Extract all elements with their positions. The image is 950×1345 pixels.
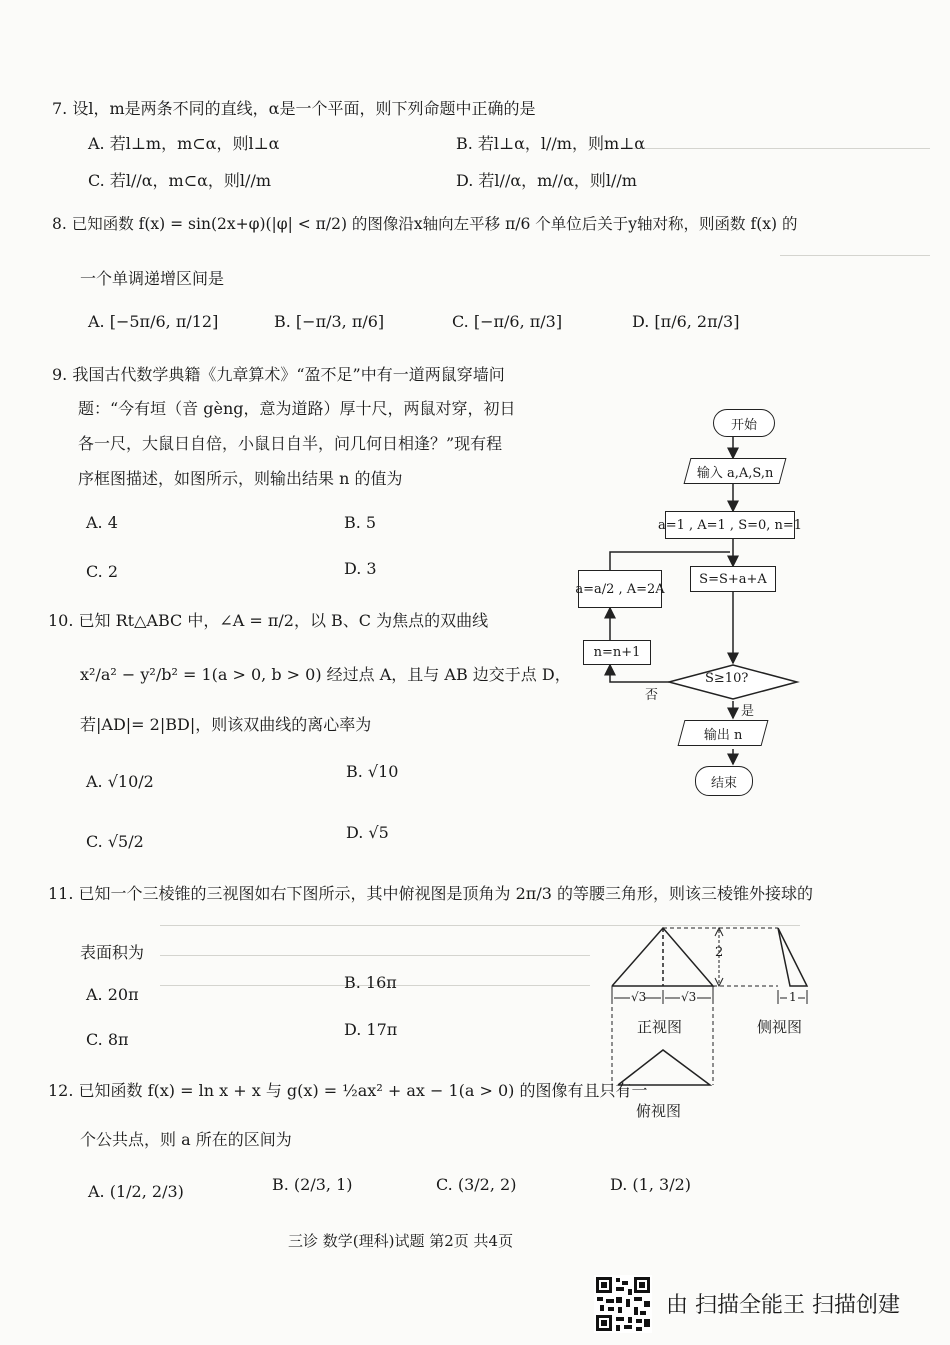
q12-option-d: D. (1, 3/2)	[610, 1175, 692, 1194]
q7-option-a: A. 若l⊥m，m⊂α，则l⊥α	[88, 134, 280, 153]
q8-option-c: C. [−π/6, π/3]	[452, 312, 563, 331]
flowchart-update-sum: S=S+a+A	[690, 566, 776, 592]
page-footer: 三诊 数学(理科)试题 第2页 共4页	[288, 1232, 514, 1250]
q12-option-b: B. (2/3, 1)	[272, 1175, 353, 1194]
flowchart-yes-label: 是	[741, 704, 755, 719]
q7-option-b: B. 若l⊥α，l//m，则m⊥α	[456, 134, 645, 153]
q7-option-d: D. 若l//α，m//α，则l//m	[456, 171, 637, 190]
q11-option-a: A. 20π	[86, 985, 139, 1004]
side-width-label: 1	[789, 990, 797, 1004]
q11-option-c: C. 8π	[86, 1030, 129, 1049]
three-views-drawing	[600, 920, 820, 1100]
q9-line2: 题：“今有垣（音 gèng，意为道路）厚十尺，两鼠对穿，初日	[78, 399, 516, 418]
q11-stem-line2: 表面积为	[80, 943, 145, 962]
q9-option-c: C. 2	[86, 562, 119, 581]
height-label: 2	[715, 945, 724, 960]
q8-option-a: A. [−5π/6, π/12]	[88, 312, 219, 331]
flowchart-increment: n=n+1	[583, 640, 651, 665]
q9-option-d: D. 3	[344, 559, 377, 578]
q9-line4: 序框图描述，如图所示，则输出结果 n 的值为	[78, 469, 403, 488]
q10-option-b: B. √10	[346, 762, 399, 781]
q11-option-d: D. 17π	[344, 1020, 398, 1039]
side-view-label: 侧视图	[757, 1018, 803, 1036]
qr-code-icon	[594, 1275, 652, 1333]
flowchart-start: 开始	[713, 409, 775, 437]
flowchart-output: 输出 n	[678, 720, 769, 746]
q10-stem-line2: x²/a² − y²/b² = 1(a > 0, b > 0) 经过点 A，且与 AB 边交于点 D，	[80, 665, 571, 684]
front-view-label: 正视图	[637, 1018, 683, 1036]
flowchart-input: 输入 a,A,S,n	[684, 458, 787, 484]
flowchart-end: 结束	[695, 766, 753, 796]
half-width-label-1: √3	[631, 990, 647, 1004]
q10-option-a: A. √10/2	[86, 772, 154, 791]
q9-option-b: B. 5	[344, 513, 377, 532]
q9-line1: 9. 我国古代数学典籍《九章算术》“盈不足”中有一道两鼠穿墙问	[52, 365, 505, 384]
q10-stem-line3: 若|AD|= 2|BD|，则该双曲线的离心率为	[80, 715, 372, 734]
flowchart-condition: S≥10?	[705, 671, 749, 686]
q12-stem-line1: 12. 已知函数 f(x) = ln x + x 与 g(x) = ½ax² + ax − 1(a > 0) 的图像有且只有一	[48, 1081, 648, 1100]
q11-option-b: B. 16π	[344, 973, 397, 992]
q9-option-a: A. 4	[86, 513, 118, 532]
q8-stem-line2: 一个单调递增区间是	[80, 269, 225, 288]
flowchart-update-a: a=a/2 , A=2A	[578, 570, 662, 608]
q12-stem-line2: 个公共点，则 a 所在的区间为	[80, 1130, 292, 1149]
q7-stem: 7. 设l，m是两条不同的直线，α是一个平面，则下列命题中正确的是	[52, 99, 536, 118]
q12-option-a: A. (1/2, 2/3)	[88, 1182, 184, 1201]
q10-option-c: C. √5/2	[86, 832, 144, 851]
flowchart-init: a=1 , A=1 , S=0, n=1	[665, 511, 795, 539]
q10-option-d: D. √5	[346, 823, 389, 842]
q12-option-c: C. (3/2, 2)	[436, 1175, 517, 1194]
half-width-label-2: √3	[681, 990, 697, 1004]
top-view-label: 俯视图	[636, 1102, 682, 1120]
q10-stem-line1: 10. 已知 Rt△ABC 中，∠A = π/2，以 B、C 为焦点的双曲线	[48, 611, 489, 630]
side-view-triangle	[778, 928, 807, 986]
q8-option-d: D. [π/6, 2π/3]	[632, 312, 740, 331]
scanner-watermark-text: 由 扫描全能王 扫描创建	[666, 1293, 900, 1318]
q11-stem-line1: 11. 已知一个三棱锥的三视图如右下图所示，其中俯视图是顶角为 2π/3 的等腰三角形，则该三棱锥外接球的	[48, 884, 813, 903]
q7-option-c: C. 若l//α，m⊂α，则l//m	[88, 171, 272, 190]
q8-stem-line1: 8. 已知函数 f(x) = sin(2x+φ)(|φ| < π/2) 的图像沿x轴向左平移 π/6 个单位后关于y轴对称，则函数 f(x) 的	[52, 215, 798, 233]
flowchart-no-label: 否	[645, 688, 659, 703]
q9-line3: 各一尺，大鼠日自倍，小鼠日自半，问几何日相逢？”现有程	[78, 434, 503, 453]
q8-option-b: B. [−π/3, π/6]	[274, 312, 385, 331]
